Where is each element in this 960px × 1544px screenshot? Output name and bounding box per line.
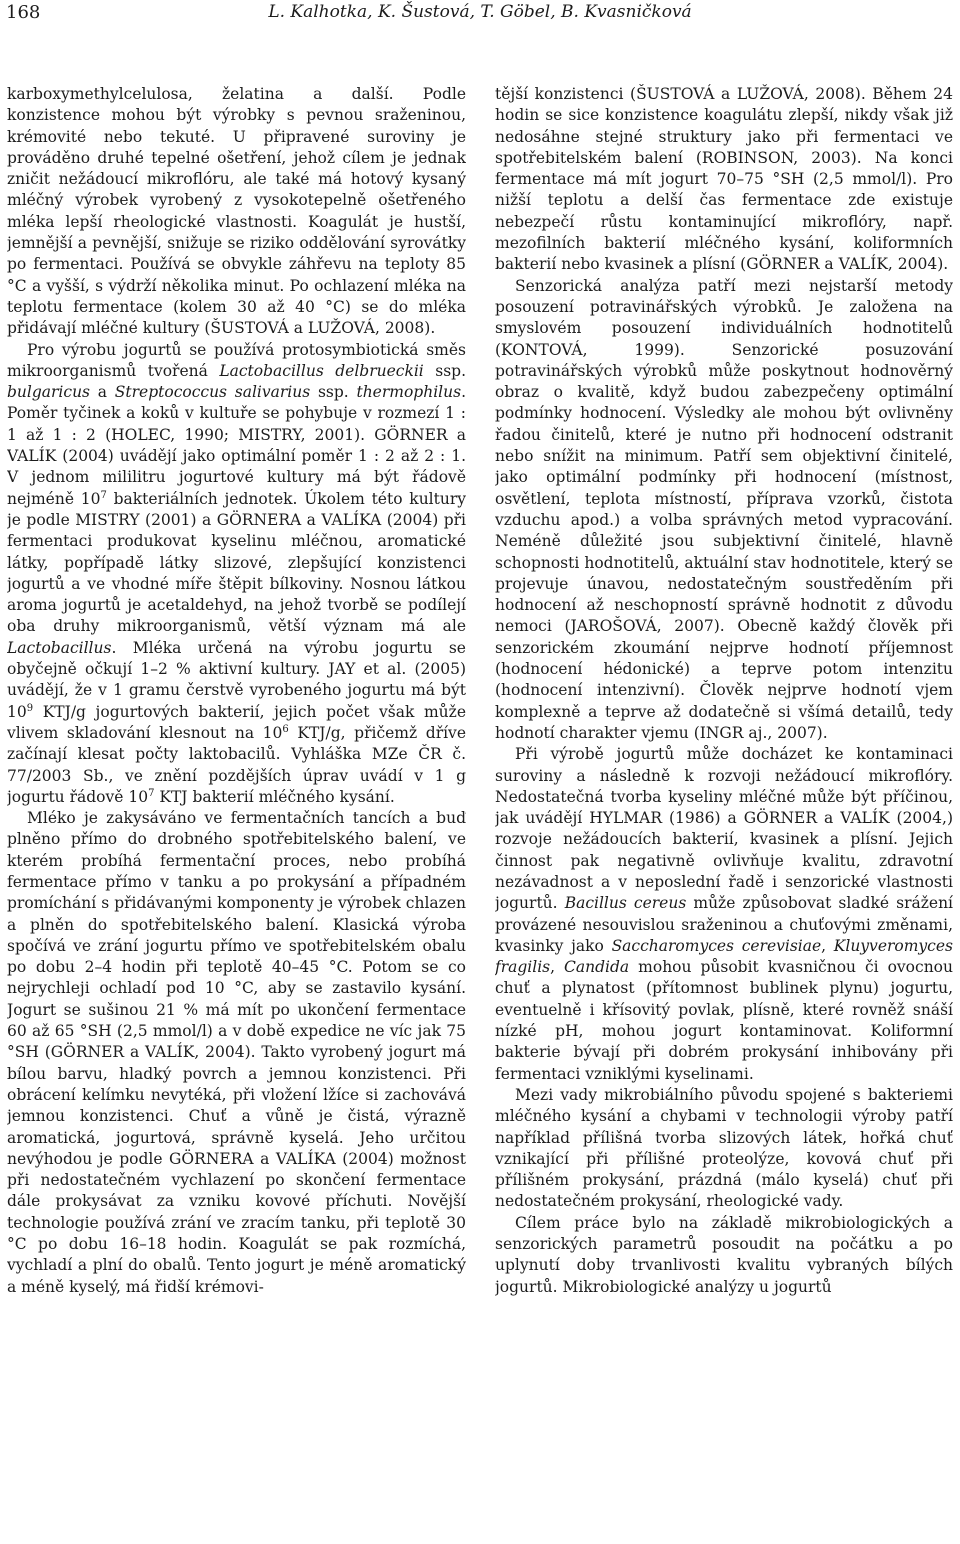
superscript-exponent: 7	[100, 489, 107, 501]
text-run: ,	[821, 936, 834, 955]
text-run: ssp.	[423, 361, 466, 380]
text-run: tější konzistenci (ŠUSTOVÁ a LUŽOVÁ, 2008). Během 24 hodin se sice konzistence koagulátu zlepší, nikdy však již nedosáhne stejné struktury jako při fermentaci ve spotřebitelském balení (ROBINSON, 2003). Na konci fermentace má mít jogurt 70–75 °SH (2,5 mmol/l). Pro nižší teplotu a delší čas fermentace zde existuje nebezpečí růstu kontaminující mikroflóry, např. mezofilních bakterií mléčného kysání, koliformních bakterií nebo kvasinek a plísní (GÖRNER a VALÍK, 2004).	[495, 85, 953, 274]
text-run: Při výrobě jogurtů může docházet ke kontaminaci suroviny a následně k rozvoji nežádoucí mikroflóry. Nedostatečná tvorba kyseliny mléčné může být příčinou, jak uvádějí HYLMAR (1986) a GÖRNER a VALÍK (2004,) rozvoje nežádoucích bakterií, kvasinek a plísní. Jejich činnost pak negativně ovlivňuje kvalitu, zdravotní nezávadnost a v neposlední řadě i senzorické vlastnosti jogurtů.	[495, 745, 953, 913]
italic-taxon-name: bulgaricus	[7, 383, 91, 402]
text-run: Mezi vady mikrobiálního původu spojené s bakteriemi mléčného kysání a chybami v technologii výroby patří například přílišná tvorba slizových látek, hořká chuť vznikající při přílišné proteolýze, kovová chuť při přílišném prokysání, prázdná (málo kyselá) chuť při nedostatečném prokysání, rheologické vady.	[495, 1085, 953, 1211]
superscript-exponent: 7	[148, 787, 155, 799]
italic-taxon-name: Lactobacillus delbrueckii	[219, 361, 424, 380]
text-run: může způsobovat sladké srážení provázené nesouvislou sraženinou a chuťovými změnami, kvasinky jako	[495, 894, 953, 955]
paragraph	[495, 1213, 953, 1298]
text-run: mohou působit kvasničnou či ovocnou chuť a plynatost (přítomnost bublinek plynu) jogurtu, eventuelně i křísovitý povlak, plísně, které rovněž snáší nízké pH, mohou jogurt kontaminovat. Koliformní bakterie bývají při dobrém prokysání inhibovány při fermentaci vzniklými kyselinami.	[495, 958, 953, 1083]
text-run: Mléko je zakysáváno ve fermentačních tancích a buď plněno přímo do drobného spotřebitelského balení, ve kterém probíhá fermentační proces, nebo probíhá fermentace přímo v tanku a po prokysání a případném promíchání s přidávanými komponenty je výrobek chlazen a plněn do spotřebitelského balení. Klasická výroba spočívá ve zrání jogurtu přímo ve spotřebitelském obalu po dobu 2–4 hodin při teplotě 40–45 °C. Potom se co nejrychleji ochladí pod 10 °C, aby se zastavilo kysání. Jogurt se sušinou 21 % má mít po ukončení fermentace 60 až 65 °SH (2,5 mmol/l) a v době expedice ne víc jak 75 °SH (GÖRNER a VALÍK, 2004). Takto vyrobený jogurt má bílou barvu, hladký povrch a jemnou konzistenci. Při obrácení kelímku nevytéká, při vložení lžíce si zachovává jemnou konzistenci. Chuť a vůně je čistá, výrazně aromatická, jogurtová, správně kyselá. Jeho určitou nevýhodou je podle GÖRNERA a VALÍKA (2004) možnost při nedostatečném vychlazení po skončení fermentace dále prokysávat za vzniku kovové příchuti. Novější technologie používá zrání ve zracím tanku, při teplotě 30 °C po dobu 16–18 hodin. Koagulát se pak rozmíchá, vychladí a plní do obalů. Tento jogurt je méně aromatický a méně kyselý, má řidší krémovi-	[7, 809, 466, 1296]
text-run: Pro výrobu jogurtů se používá protosymbiotická směs mikroorganismů tvořená	[7, 340, 466, 380]
left-text-column	[7, 84, 466, 1540]
text-run: KTJ/g, přičemž dříve začínají klesat počty laktobacilů. Vyhláška MZe ČR č. 77/2003 Sb., ve znění pozdějších úprav uvádí v 1 g jogurtu řádově 10	[7, 723, 466, 806]
text-run: KTJ/g jogurtových bakterií, jejich počet však může vlivem skladování klesnout na 10	[7, 702, 466, 742]
text-run: karboxymethylcelulosa, želatina a další. Podle konzistence mohou být výrobky s pevnou sraženinou, krémovité nebo tekuté. U připravené suroviny je prováděno druhé tepelné ošetření, jehož cílem je jednak zničit nežádoucí mikroflóru, ale také má hotový kysaný mléčný výrobek vyrobený z vysokotepelně ošetřeného mléka lepší rheologické vlastnosti. Koagulát je hustší, jemnější a pevnější, snižuje se riziko oddělování syrovátky po fermentaci. Používá se obvykle záhřevu na teploty 85 °C a vyšší, s výdrží několika minut. Po ochlazení mléka na teplotu fermentace (kolem 30 až 40 °C) se do mléka přidávají mléčné kultury (ŠUSTOVÁ a LUŽOVÁ, 2008).	[7, 85, 466, 338]
text-run: . Mléka určená na výrobu jogurtu se obyčejně očkují 1–2 % aktivní kultury. JAY et al. (2005) uvádějí, že v 1 gramu čerstvě vyrobeného jogurtu má být 10	[7, 638, 466, 721]
italic-taxon-name: Lactobacillus	[7, 638, 112, 657]
paragraph	[495, 1085, 953, 1213]
italic-taxon-name: Bacillus cereus	[564, 894, 687, 913]
italic-taxon-name: Candida	[564, 958, 630, 977]
text-run: . Poměr tyčinek a koků v kultuře se pohybuje v rozmezí 1 : 1 až 1 : 2 (HOLEC, 1990; MISTRY, 2001). GÖRNER a VALÍK (2004) uvádějí jako optimální poměr 1 : 2 až 2 : 1. V jednom mililitru jogurtové kultury má být řádově nejméně 10	[7, 383, 466, 508]
superscript-exponent: 6	[282, 723, 289, 735]
italic-taxon-name: Saccharomyces cerevisiae	[611, 936, 822, 955]
text-run: bakteriálních jednotek. Úkolem této kultury je podle MISTRY (2001) a GÖRNERA a VALÍKA (2004) při fermentaci produkovat kyselinu mléčnou, aromatické látky, popřípadě látky slizové, zlepšující konzistenci jogurtů a ve vhodné míře štěpit bílkoviny. Nosnou látkou aroma jogurtů je acetaldehyd, na jehož tvorbě se podílejí oba druhy mikroorganismů, větší význam má ale	[7, 489, 466, 636]
paragraph	[495, 84, 953, 276]
page-header	[0, 0, 960, 40]
text-run: ssp.	[310, 383, 357, 402]
paragraph	[495, 276, 953, 745]
text-run: Cílem práce bylo na základě mikrobiologických a senzorických parametrů posoudit na počátku a po uplynutí doby trvanlivosti kvalitu vybraných bílých jogurtů. Mikrobiologické analýzy u jogurtů	[495, 1213, 953, 1296]
paragraph	[7, 84, 466, 340]
text-run: a	[90, 383, 115, 402]
paragraph	[495, 744, 953, 1085]
text-run: Senzorická analýza patří mezi nejstarší metody posouzení potravinářských výrobků. Je založena na smyslovém posouzení individuálních hodnotitelů (KONTOVÁ, 1999). Senzorické posuzování potravinářských výrobků může poskytnout hodnověrný obraz o kvalitě, když budou zabezpečeny optimální podmínky hodnocení. Výsledky ale mohou být ovlivněny řadou činitelů, které je nutno při hodnocení odstranit nebo snížit na minimum. Patří sem objektivní činitelé, jako optimální podmínky při hodnocení (místnost, osvětlení, teplota místností, příprava vzorků, čistota vzduchu apod.) a volba správných metod vypracování. Neméně důležité jsou subjektivní činitelé, hlavně schopnosti hodnotitelů, aktuální stav hodnotitele, který se projevuje únavou, nedostatečným soustředěním při hodnocení až neschopností správně hodnotit z důvodu nemoci (JAROŠOVÁ, 2007). Obecně každý člověk při senzorickém zkoumání nejprve hodnotí příjemnost (hodnocení hédonické) a teprve potom intenzitu (hodnocení intenzivní). Člověk nejprve hodnotí vjem komplexně a teprve až dodatečně si všímá detailů, tedy hodnotí charakter vjemu (INGR aj., 2007).	[495, 276, 953, 742]
superscript-exponent: 9	[26, 702, 34, 714]
running-head-authors: L. Kalhotka, K. Šustová, T. Göbel, B. Kvasničková	[268, 2, 692, 22]
italic-taxon-name: Kluyveromyces fragilis	[495, 936, 953, 977]
italic-taxon-name: thermophilus	[356, 383, 462, 402]
paragraph	[7, 808, 466, 1298]
italic-taxon-name: Streptococcus salivarius	[114, 383, 311, 402]
text-run: KTJ bakterií mléčného kysání.	[154, 787, 395, 806]
page-number: 168	[6, 2, 41, 23]
right-text-column	[495, 84, 953, 1540]
paragraph	[7, 340, 466, 809]
text-run: ,	[550, 958, 565, 977]
